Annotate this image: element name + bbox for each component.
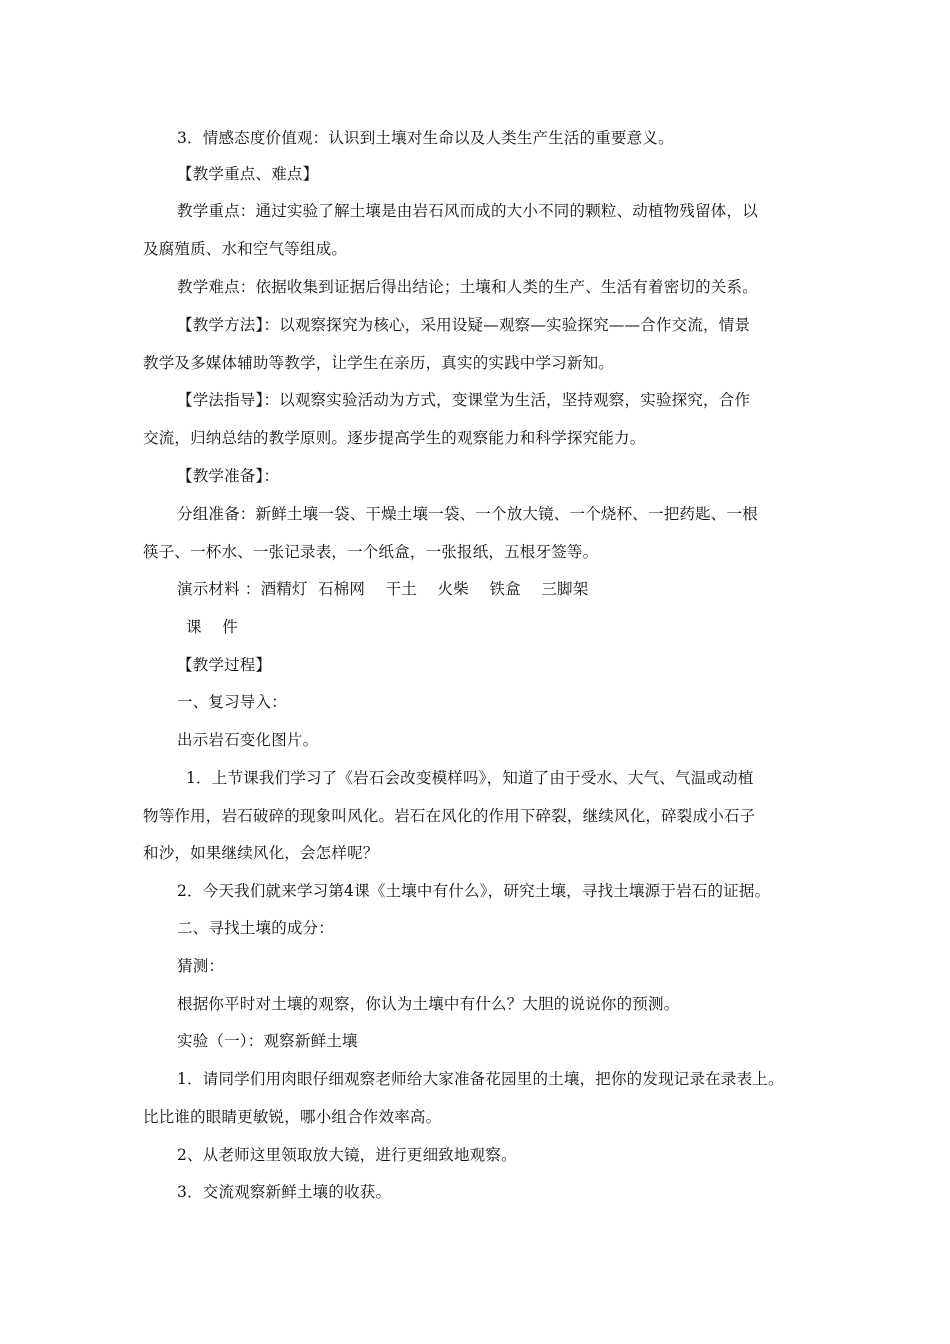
paragraph-line: 根据你平时对土壤的观察，你认为土壤中有什么？大胆的说说你的预测。	[177, 995, 680, 1013]
paragraph-line: 1．请同学们用肉眼仔细观察老师给大家准备花园里的土壤，把你的发现记录在录表上。	[177, 1070, 784, 1088]
subsection-heading: 二、寻找土壤的成分：	[177, 919, 335, 937]
paragraph-line: 3．交流观察新鲜土壤的收获。	[177, 1183, 392, 1201]
paragraph-line: 2、从老师这里领取放大镜，进行更细致地观察。	[177, 1146, 517, 1164]
paragraph-line: 交流，归纳总结的教学原则。逐步提高学生的观察能力和科学探究能力。	[143, 429, 646, 447]
section-heading: 【教学过程】	[177, 656, 272, 674]
paragraph-line: 1．上节课我们学习了《岩石会改变模样吗》，知道了由于受水、大气、气温或动植	[186, 769, 754, 787]
paragraph-line: 【教学方法】：以观察探究为核心，采用设疑—观察—实验探究——合作交流，情景	[177, 316, 751, 334]
subsection-heading: 一、复习导入：	[177, 693, 287, 711]
paragraph-line: 2．今天我们就来学习第4课《土壤中有什么》，研究土壤，寻找土壤源于岩石的证据。	[177, 882, 771, 900]
paragraph-line: 分组准备：新鲜土壤一袋、干燥土壤一袋、一个放大镜、一个烧杯、一把药匙、一根	[177, 505, 758, 523]
section-heading: 【教学准备】：	[177, 467, 280, 485]
paragraph-line: 3．情感态度价值观：认识到土壤对生命以及人类生产生活的重要意义。	[177, 129, 674, 147]
paragraph-line: 实验（一）：观察新鲜土壤	[177, 1032, 358, 1050]
paragraph-line: 及腐殖质、水和空气等组成。	[143, 240, 348, 258]
paragraph-line: 教学重点：通过实验了解土壤是由岩石风而成的大小不同的颗粒、动植物残留体，以	[177, 202, 758, 220]
paragraph-line: 猜测：	[177, 957, 225, 975]
paragraph-line: 教学难点：依据收集到证据后得出结论；土壤和人类的生产、生活有着密切的关系。	[177, 278, 758, 296]
paragraph-line: 物等作用，岩石破碎的现象叫风化。岩石在风化的作用下碎裂，继续风化，碎裂成小石子	[143, 807, 756, 825]
paragraph-line: 出示岩石变化图片。	[177, 731, 319, 749]
paragraph-line: 和沙，如果继续风化，会怎样呢？	[143, 844, 379, 862]
section-heading: 【教学重点、难点】	[177, 165, 319, 183]
paragraph-line: 【学法指导】：以观察实验活动为方式，变课堂为生活，坚持观察，实验探究，合作	[177, 391, 751, 409]
paragraph-line: 课 件	[186, 618, 238, 636]
paragraph-line: 教学及多媒体辅助等教学，让学生在亲历，真实的实践中学习新知。	[143, 354, 615, 372]
paragraph-line: 比比谁的眼睛更敏锐，哪小组合作效率高。	[143, 1108, 442, 1126]
paragraph-line: 筷子、一杯水、一张记录表，一个纸盒，一张报纸，五根牙签等。	[143, 543, 599, 561]
paragraph-line: 演示材料 ：酒精灯 石棉网 干土 火柴 铁盒 三脚架	[177, 580, 589, 598]
